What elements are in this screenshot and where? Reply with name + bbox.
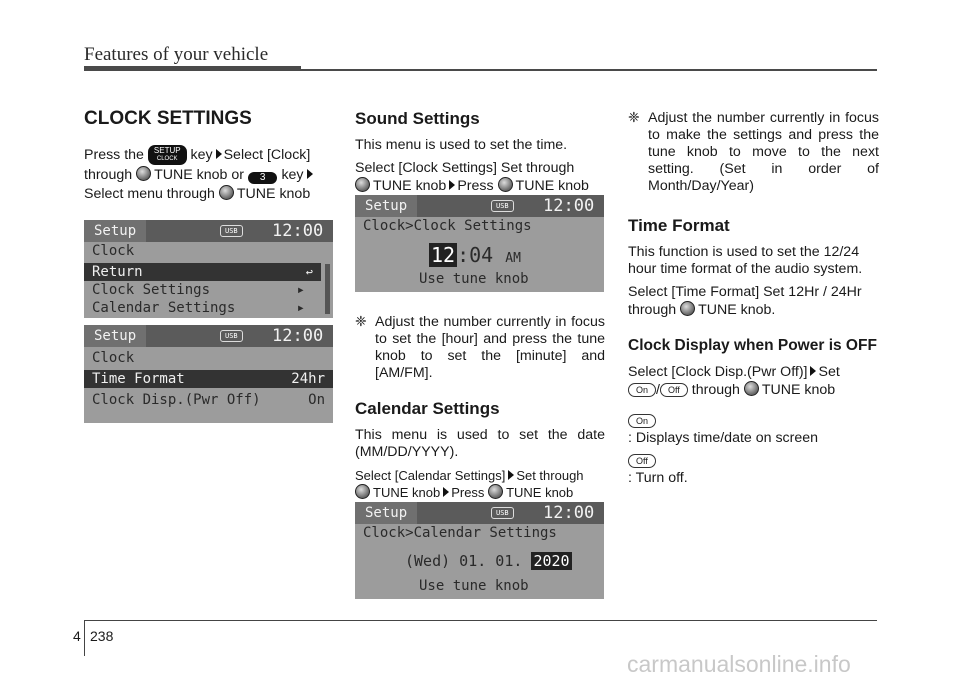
screen-title: Setup xyxy=(355,195,417,217)
instruction-line-2: through TUNE knob or 3 key xyxy=(84,166,334,184)
column-time-format xyxy=(628,110,879,493)
note: ❈ Adjust the number currently in focus to make the settings and press the tune knob to move to the next setting. (Set in order of Month/Day/Year) xyxy=(628,110,879,194)
menu-row-clock: Clock xyxy=(92,350,135,366)
tune-knob-icon xyxy=(680,301,695,316)
off-button-icon: Off xyxy=(628,454,656,468)
hour-field: 12 xyxy=(431,243,456,267)
usb-badge: USB xyxy=(491,200,514,212)
scrollbar[interactable] xyxy=(325,264,330,314)
year-field: 2020 xyxy=(533,552,570,570)
date-editor[interactable]: (Wed) 01. 01. 2020 xyxy=(405,552,570,570)
screen-clock: 12:00 xyxy=(543,196,595,216)
time-editor[interactable]: 12 :04 AM xyxy=(431,243,521,267)
back-arrow-icon: ↩ xyxy=(305,265,313,279)
column-clock-settings xyxy=(84,110,334,209)
hint-text: Use tune knob xyxy=(419,578,529,594)
tune-knob-icon xyxy=(498,177,513,192)
menu-row-clock-disp[interactable]: Clock Disp.(Pwr Off) On xyxy=(92,392,325,408)
instruction-paragraph: Select [Calendar Settings] Set through TUNE knob Press TUNE knob xyxy=(355,468,584,500)
section-heading: Clock Display when Power is OFF xyxy=(628,337,877,354)
instruction-paragraph: Select [Time Format] Set 12Hr / 24Hr through TUNE knob. xyxy=(628,284,862,318)
chapter-number: 4 xyxy=(73,628,81,644)
screen-clock: 12:00 xyxy=(543,503,595,523)
section-heading: Calendar Settings xyxy=(355,399,500,418)
menu-row-clock-settings[interactable]: Clock Settings ▸ xyxy=(92,282,305,298)
screen-clock-settings xyxy=(355,195,604,292)
screen-title: Setup xyxy=(355,502,417,524)
footer-rule xyxy=(84,620,877,621)
section-heading: Sound Settings xyxy=(355,109,480,128)
screen-setup-clock-menu xyxy=(84,220,333,318)
page-number: 238 xyxy=(90,628,114,644)
usb-badge: USB xyxy=(491,507,514,519)
instruction-paragraph: Select [Clock Disp.(Pwr Off)] Set On / Off through TUNE knob xyxy=(628,364,840,398)
arrow-right-icon xyxy=(508,470,514,480)
column-sound-settings xyxy=(355,110,605,201)
screen-clock-options xyxy=(84,325,333,423)
tune-knob-icon xyxy=(136,166,151,181)
instruction-line-1: Press the SETUP CLOCK key Select [Clock] xyxy=(84,146,311,163)
header-title: Features of your vehicle xyxy=(84,44,269,65)
menu-row-time-format[interactable]: Time Format 24hr xyxy=(84,370,333,388)
section-heading: CLOCK SETTINGS xyxy=(84,108,252,129)
paragraph: This function is used to set the 12/24 hour time format of the audio system. xyxy=(628,244,863,277)
watermark: carmanualsonline.info xyxy=(627,651,851,677)
tune-knob-icon xyxy=(488,484,503,499)
instruction-line-3: Select menu through TUNE knob xyxy=(84,186,311,202)
arrow-right-icon xyxy=(307,169,313,179)
screen-calendar-settings xyxy=(355,502,604,599)
screen-title: Setup xyxy=(84,220,146,242)
tune-knob-icon xyxy=(355,484,370,499)
off-button-icon: Off xyxy=(660,383,688,397)
off-description: Off : Turn off. xyxy=(628,456,688,486)
tune-knob-icon xyxy=(355,177,370,192)
screen-title: Setup xyxy=(84,325,146,347)
screen-clock: 12:00 xyxy=(272,221,324,241)
header-rule xyxy=(84,69,877,71)
paragraph: This menu is used to set the time. xyxy=(355,137,568,153)
menu-row-return[interactable]: Return ↩ xyxy=(84,263,321,281)
paragraph: This menu is used to set the date (MM/DD/YYYY). xyxy=(355,427,605,460)
breadcrumb: Clock>Clock Settings xyxy=(363,218,532,234)
menu-row-calendar-settings[interactable]: Calendar Settings ▸ xyxy=(92,300,305,316)
tune-knob-icon xyxy=(744,381,759,396)
arrow-right-icon xyxy=(449,180,455,190)
key-3-icon: 3 xyxy=(248,172,278,184)
instruction-paragraph: Select [Clock Settings] Set through TUNE knob Press TUNE knob xyxy=(355,160,589,194)
menu-row-clock: Clock xyxy=(92,243,135,259)
arrow-right-icon xyxy=(810,366,816,376)
tune-knob-icon xyxy=(219,185,234,200)
on-button-icon: On xyxy=(628,414,656,428)
arrow-right-icon xyxy=(216,149,222,159)
arrow-right-icon xyxy=(443,487,449,497)
on-button-icon: On xyxy=(628,383,656,397)
section-heading: Time Format xyxy=(628,216,730,235)
usb-badge: USB xyxy=(220,330,243,342)
footer-divider xyxy=(84,620,85,656)
usb-badge: USB xyxy=(220,225,243,237)
setup-clock-key-icon: SETUP CLOCK xyxy=(148,145,187,165)
breadcrumb: Clock>Calendar Settings xyxy=(363,525,557,541)
hint-text: Use tune knob xyxy=(419,271,529,287)
screen-clock: 12:00 xyxy=(272,326,324,346)
on-description: On : Displays time/date on screen xyxy=(628,416,819,446)
column-sound-settings-cont xyxy=(355,314,605,507)
note: ❈ Adjust the number currently in focus to set the [hour] and press the tune knob to set the [minute] and [AM/FM]. xyxy=(355,314,605,381)
